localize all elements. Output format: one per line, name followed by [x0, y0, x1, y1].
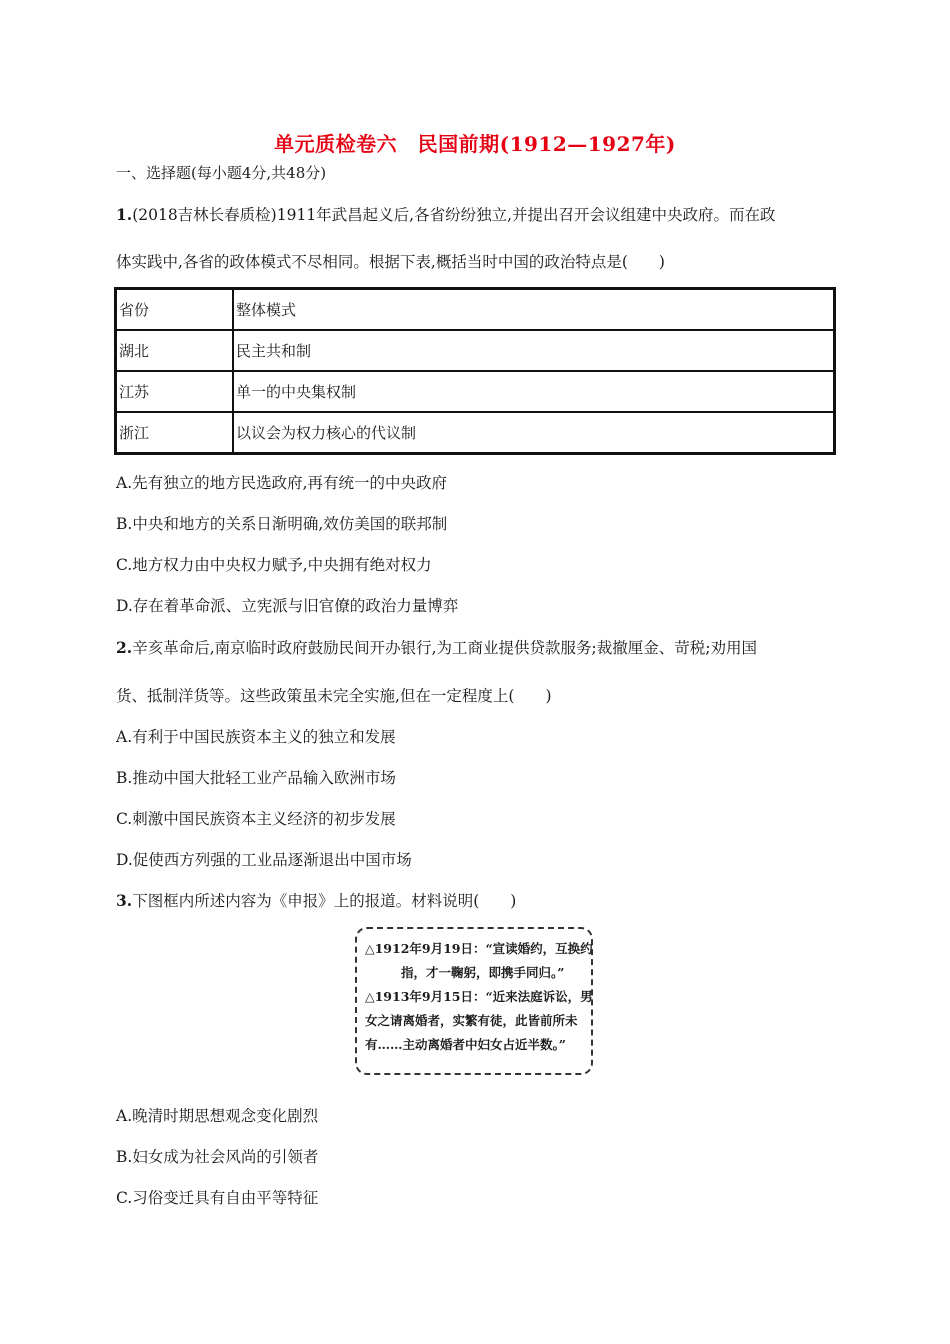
question-2-option-a: A.有利于中国民族资本主义的独立和发展	[116, 728, 396, 746]
question-1-text-1: (2018吉林长春质检)1911年武昌起义后,各省纷纷独立,并提出召开会议组建中央政府。而在政	[132, 206, 776, 224]
question-1-stem-line-2: 体实践中,各省的政体模式不尽相同。根据下表,概括当时中国的政治特点是( )	[116, 253, 665, 271]
report-line: △1913年9月15日：“近来法庭诉讼，男	[365, 989, 593, 1004]
question-2-text-1: 辛亥革命后,南京临时政府鼓励民间开办银行,为工商业提供贷款服务;裁撤厘金、苛税;劝用国	[132, 639, 757, 657]
table-row	[116, 412, 835, 454]
question-1-option-b: B.中央和地方的关系日渐明确,效仿美国的联邦制	[116, 515, 448, 533]
question-2-stem-line-1	[116, 636, 757, 658]
question-1-option-a: A.先有独立的地方民选政府,再有统一的中央政府	[116, 474, 448, 492]
page-title: 单元质检卷六 民国前期(1912—1927年)	[274, 132, 676, 156]
question-1-number: 1.	[116, 205, 133, 224]
question-2-option-b: B.推动中国大批轻工业产品输入欧洲市场	[116, 769, 396, 787]
table-row	[116, 371, 835, 412]
question-2-option-d: D.促使西方列强的工业品逐渐退出中国市场	[116, 851, 412, 869]
report-line: △1912年9月19日：“宣读婚约，互换约	[365, 941, 593, 956]
table-header-cell: 整体模式	[233, 289, 835, 331]
table-cell: 浙江	[116, 412, 234, 454]
table-header-cell: 省份	[116, 289, 234, 331]
table-cell: 湖北	[116, 330, 234, 371]
section-heading: 一、选择题(每小题4分,共48分)	[116, 164, 327, 182]
question-3-option-a: A.晚清时期思想观念变化剧烈	[116, 1107, 319, 1125]
shenbao-report-box	[355, 927, 593, 1075]
question-3-stem	[116, 889, 516, 911]
question-2-option-c: C.刺激中国民族资本主义经济的初步发展	[116, 810, 396, 828]
question-3-number: 3.	[116, 891, 133, 910]
question-1-stem-line-1	[116, 203, 776, 225]
province-model-table	[114, 287, 836, 455]
question-3-option-b: B.妇女成为社会风尚的引领者	[116, 1148, 319, 1166]
report-line: 指，才一鞠躬，即携手同归。”	[401, 965, 565, 980]
question-1-option-c: C.地方权力由中央权力赋予,中央拥有绝对权力	[116, 556, 432, 574]
table-cell: 以议会为权力核心的代议制	[233, 412, 835, 454]
question-2-stem-line-2: 货、抵制洋货等。这些政策虽未完全实施,但在一定程度上( )	[116, 687, 552, 705]
table-cell: 民主共和制	[233, 330, 835, 371]
question-3-option-c: C.习俗变迁具有自由平等特征	[116, 1189, 319, 1207]
report-line: 有……主动离婚者中妇女占近半数。”	[365, 1037, 566, 1052]
question-2-number: 2.	[116, 638, 133, 657]
table-header-row	[116, 289, 835, 331]
table-cell: 单一的中央集权制	[233, 371, 835, 412]
table-row	[116, 330, 835, 371]
table-cell: 江苏	[116, 371, 234, 412]
report-line: 女之请离婚者，实繁有徒，此皆前所未	[365, 1013, 578, 1028]
question-3-text: 下图框内所述内容为《申报》上的报道。材料说明( )	[132, 892, 517, 910]
question-1-option-d: D.存在着革命派、立宪派与旧官僚的政治力量博弈	[116, 597, 459, 615]
